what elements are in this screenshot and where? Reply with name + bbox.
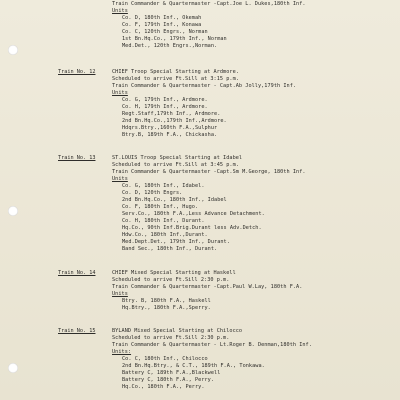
unit-line: Co. F, 180th Inf., Hugo.	[122, 204, 199, 210]
train-label: Train No. 12	[58, 69, 96, 75]
units-heading: Units	[112, 291, 128, 297]
text-line: CHIEF Mixed Special Starting at Haskell	[112, 270, 236, 276]
unit-line: Hq.Btry., 180th F.A.,Sperry.	[122, 305, 211, 311]
unit-line: Hq.Co., 180th F.A., Perry.	[122, 384, 205, 390]
text-line: Scheduled to arrive Ft.Sill at 3:15 p.m.	[112, 76, 239, 82]
text-line: Train Commander & Quartermaster - Lt.Roger B. Denman,180th Inf.	[112, 342, 312, 348]
binder-hole	[8, 206, 18, 216]
text-line: Scheduled to arrive Ft.Sill 2:30 p.m.	[112, 277, 230, 283]
unit-line: 1st Bn.Hq.Co., 179th Inf., Norman	[122, 36, 227, 42]
unit-line: Btry. B, 180th F.A., Haskell	[122, 298, 211, 304]
unit-line: Co. H, 180th Inf., Durant.	[122, 218, 205, 224]
unit-line: Battery C, 180th F.A., Perry.	[122, 377, 215, 383]
units-heading: Units	[112, 176, 128, 182]
unit-line: Btry.B, 189th F.A., Chickasha.	[122, 132, 218, 138]
train-label: Train No. 15	[58, 328, 96, 334]
text-line: ST.LOUIS Troop Special Starting at Idabel	[112, 155, 243, 161]
units-heading: Units	[112, 8, 128, 14]
text-line: BYLAND Mixed Special Starting at Chilocco	[112, 328, 243, 334]
binder-hole	[8, 45, 18, 55]
unit-line: Regt.Staff,179th Inf., Ardmore.	[122, 111, 221, 117]
unit-line: Co. D, 180th Inf., Okemah	[122, 15, 202, 21]
unit-line: Co. C, 180th Inf., Chilocco	[122, 356, 208, 362]
unit-line: Co. G, 180th Inf., Idabel.	[122, 183, 205, 189]
text-line: Train Commander & Quartermaster -Capt.Paul W.Lay, 180th F.A.	[112, 284, 303, 290]
text-line: Scheduled to arrive Ft.Sill at 3:45 p.m.	[112, 162, 239, 168]
unit-line: Co. G, 179th Inf., Ardmore.	[122, 97, 208, 103]
text-line: Scheduled to arrive Ft.Sill 2:30 p.m.	[112, 335, 230, 341]
binder-hole	[8, 363, 18, 373]
unit-line: 2nd Bn.Hq.Co.,179th Inf.,Ardmore.	[122, 118, 227, 124]
text-line: Train Commander & Quartermaster -Capt.Sm M.George, 180th Inf.	[112, 169, 306, 175]
text-line: Train Commander & Quartermaster - Capt.Ab Jolly,179th Inf.	[112, 83, 297, 89]
text-line: CHIEF Troop Special Starting at Ardmore.	[112, 69, 239, 75]
unit-line: Co. F, 179th Inf., Konawa	[122, 22, 202, 28]
units-heading: Units	[112, 90, 128, 96]
unit-line: Hq.Co., 90th Inf.Brig.Durant less Adv.Detch.	[122, 225, 262, 231]
text-line: Train Commander & Quartermaster -Capt.Joe L. Dukes,180th Inf.	[112, 1, 306, 7]
unit-line: Med.Dept.Det., 179th Inf., Durant.	[122, 239, 230, 245]
unit-line: Hdqrs.Btry.,160th F.A.,Sulphur	[122, 125, 218, 131]
unit-line: Med.Det., 120th Engrs.,Norman.	[122, 43, 218, 49]
unit-line: 2nd Bn.Hq.Co., 180th Inf., Idabel	[122, 197, 227, 203]
unit-line: Co. H, 179th Inf., Ardmore.	[122, 104, 208, 110]
train-label: Train No. 14	[58, 270, 96, 276]
unit-line: 2nd Bn.Hq.Btry., & C.T., 189th F.A., Tonkawa.	[122, 363, 265, 369]
unit-line: Co. D, 120th Engrs.	[122, 190, 183, 196]
unit-line: Hdw.Co., 180th Inf.,Durant.	[122, 232, 208, 238]
unit-line: Serv.Co., 180th F.A.,Less Advance Detachment.	[122, 211, 265, 217]
units-heading: Units:	[112, 349, 132, 355]
unit-line: Battery C, 189th F.A.,Blackwell	[122, 370, 221, 376]
unit-line: Co. C, 120th Engrs., Norman	[122, 29, 208, 35]
train-label: Train No. 13	[58, 155, 96, 161]
unit-line: Band Sec., 180th Inf., Durant.	[122, 246, 218, 252]
